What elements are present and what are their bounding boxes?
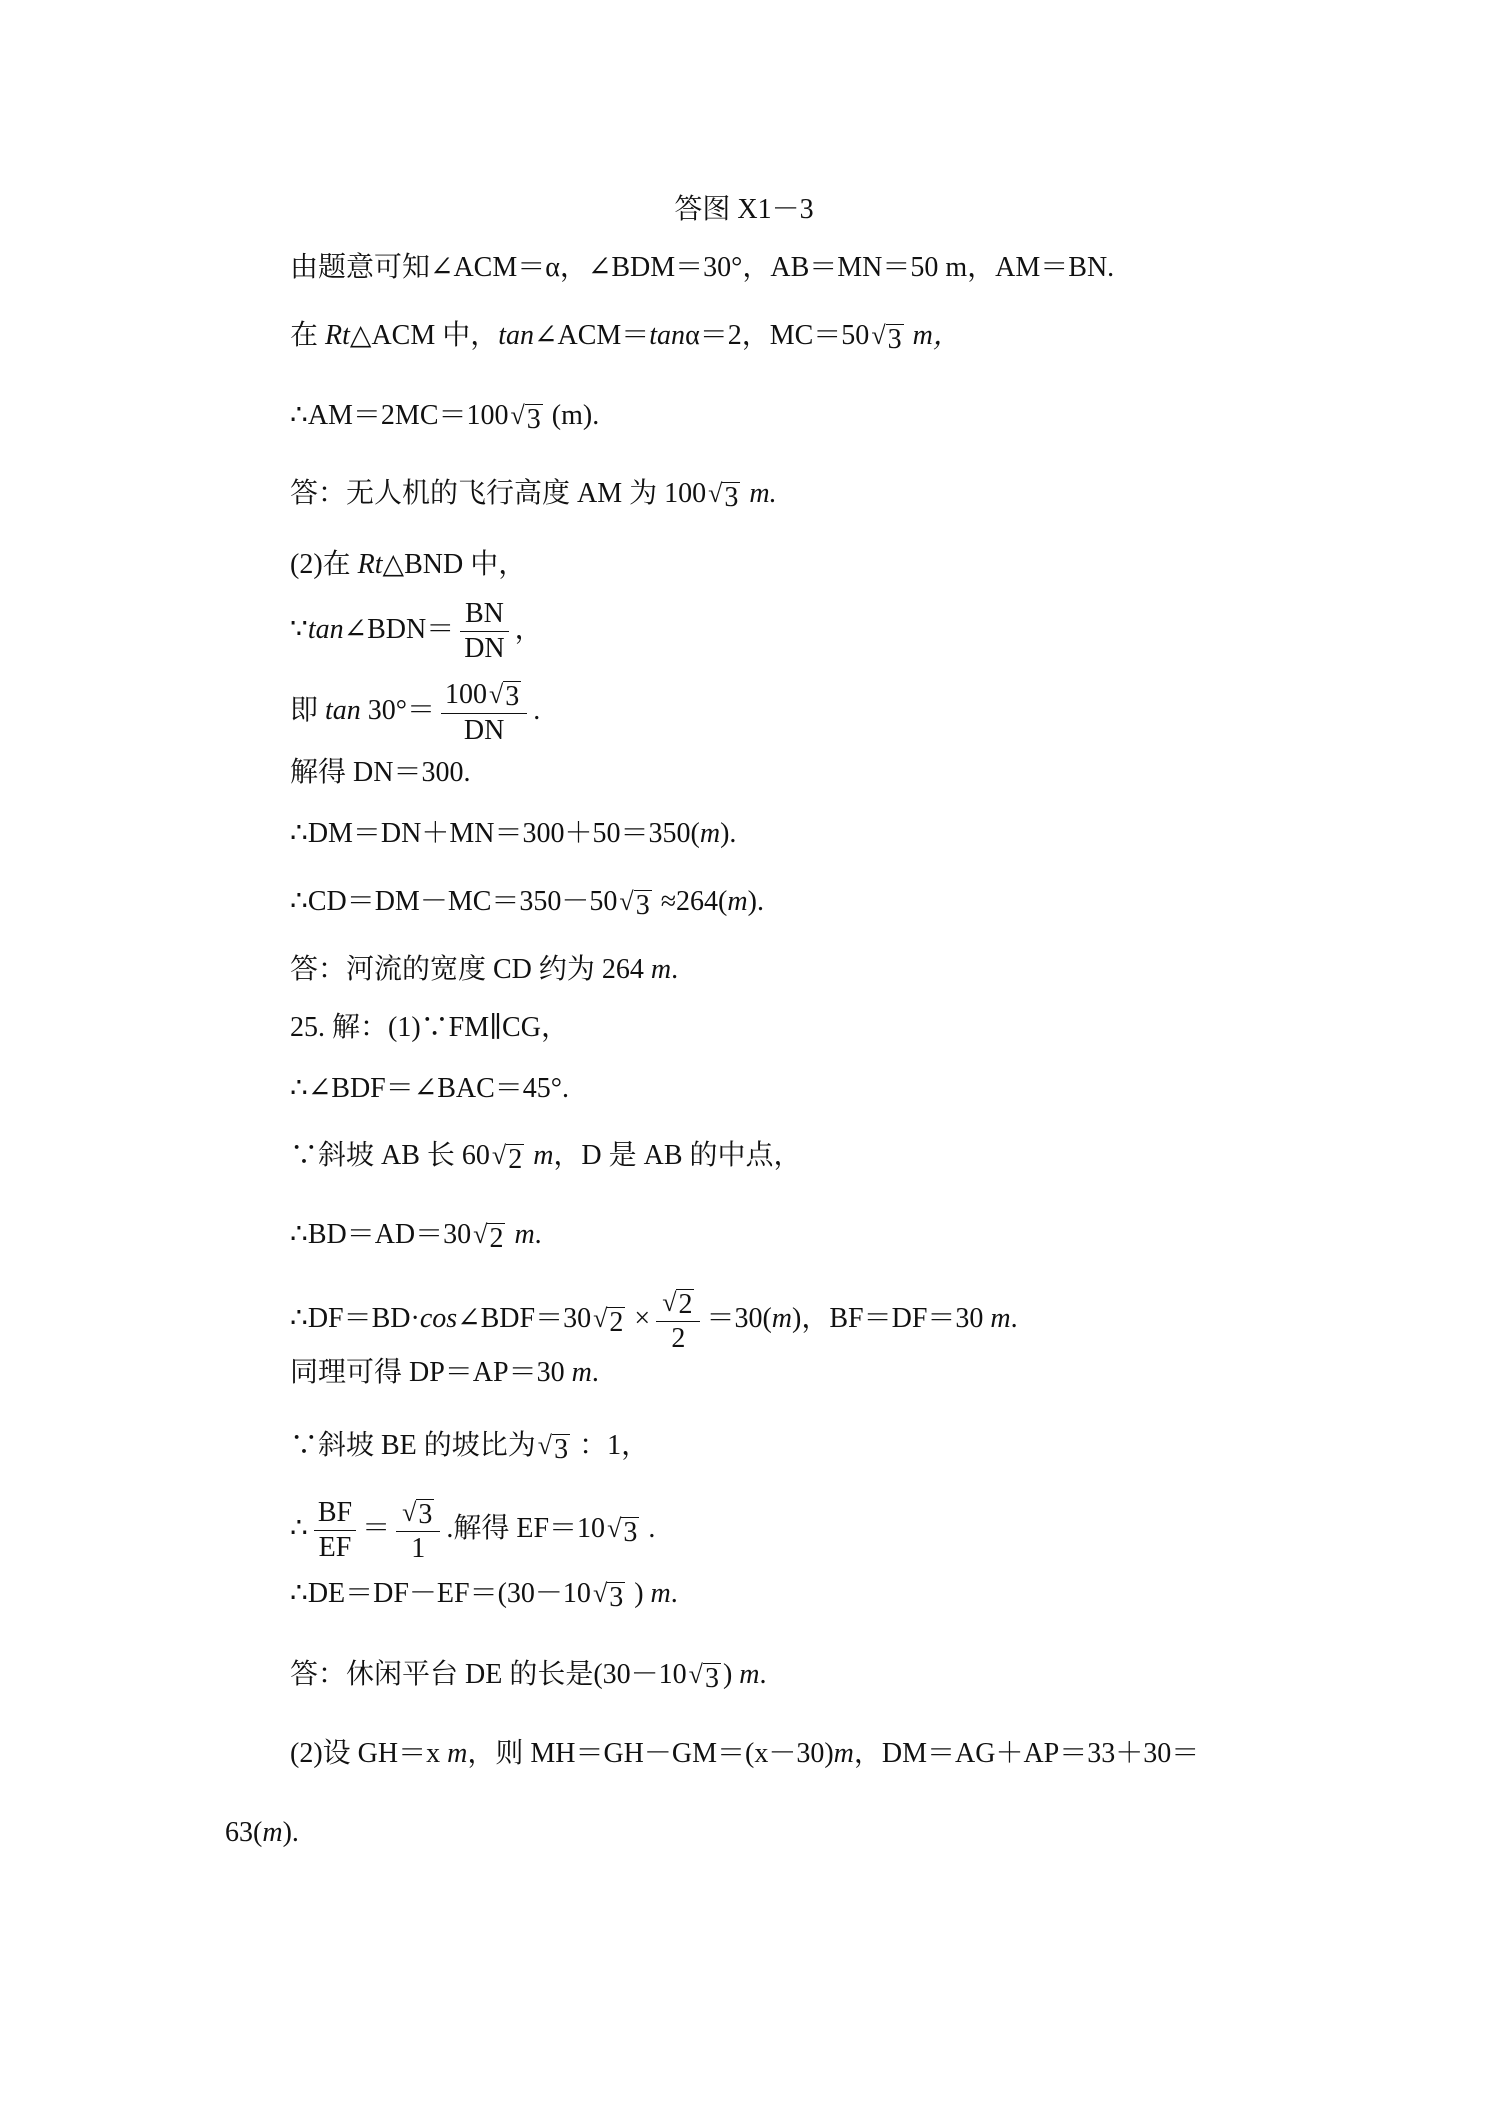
text-line: ∴ $\frac{BF}{EF}$ ＝ √ 3 1 .解得 EF＝10 √ 3 . (290, 1497, 656, 1564)
sqrt: √ 3 (489, 680, 520, 712)
text-line: 答：休闲平台 DE 的长是(30－10 √ 3 ) m. (290, 1659, 767, 1694)
text-line: ∵tan∠BDN＝ $\frac{BN}{DN}$ ， (290, 598, 543, 664)
sqrt: √ 3 (402, 1498, 433, 1530)
text-line: 同理可得 DP＝AP＝30 m. (290, 1357, 599, 1388)
text-line: ∴BD＝AD＝30 √ 2 m. (290, 1219, 542, 1254)
sqrt: √ 3 (510, 401, 541, 435)
figure-caption: 答图 X1－3 (674, 194, 814, 225)
sqrt: √ 3 (708, 479, 739, 513)
text-line: ∴∠BDF＝∠BAC＝45°. (290, 1073, 569, 1104)
text-line: ∴AM＝2MC＝100 √ 3 (m). (290, 400, 600, 435)
sqrt: √ 2 (491, 1141, 523, 1175)
sqrt: √ 3 (871, 321, 902, 355)
text-line: 答：河流的宽度 CD 约为 264 m. (290, 954, 679, 985)
sqrt: √ 2 (662, 1288, 693, 1320)
text-line: 63(m). (225, 1817, 299, 1848)
text-line: ∵斜坡 BE 的坡比为 √ 3 ：1， (290, 1430, 650, 1465)
text-line: (2)设 GH＝x m，则 MH＝GH－GM＝(x－30)m，DM＝AG＋AP＝33＋30＝ (290, 1738, 1200, 1769)
text-line: 即 tan 30°＝ 100 √ 3 DN . (290, 679, 541, 746)
sqrt: √ 3 (592, 1579, 624, 1613)
text-line: 25. 解：(1)∵FM∥CG， (290, 1012, 569, 1043)
fraction: √ 2 2 (656, 1285, 700, 1356)
text-line: 由题意可知∠ACM＝α，∠BDM＝30°，AB＝MN＝50 m，AM＝BN. (290, 252, 1115, 283)
sqrt: √ 3 (619, 887, 650, 921)
text-line: ∵斜坡 AB 长 60 √ 2 m，D 是 AB 的中点， (290, 1140, 802, 1175)
text-line: (2)在 Rt△BND 中， (290, 549, 527, 580)
sqrt: √ 2 (593, 1303, 624, 1338)
text-line: ∴CD＝DM－MC＝350－50 √ 3 ≈264(m). (290, 886, 764, 921)
text-line: ∴DM＝DN＋MN＝300＋50＝350(m). (290, 818, 737, 849)
fraction: 100 √ 3 DN (441, 677, 527, 748)
fraction: $\frac{BN}{DN}$ (460, 597, 508, 666)
sqrt: √ 3 (537, 1431, 569, 1465)
sqrt: √ 3 (688, 1660, 719, 1694)
text-line: ∴DF＝BD·cos∠BDF＝30 √ 2 × √ 2 2 ＝30(m)，BF＝DF＝30 m. (290, 1285, 1018, 1356)
sqrt: √ 2 (473, 1220, 504, 1254)
sqrt: √ 3 (607, 1513, 638, 1548)
text-line: 在 Rt△ACM 中，tan∠ACM＝tanα＝2，MC＝50 √ 3 m， (290, 320, 961, 355)
text-line: ∴DE＝DF－EF＝(30－10 √ 3 ) m. (290, 1578, 678, 1613)
text-line: 答：无人机的飞行高度 AM 为 100 √ 3 m. (290, 478, 777, 513)
fraction: $\frac{BF}{EF}$ (314, 1496, 356, 1565)
text-line: 解得 DN＝300. (290, 757, 471, 788)
fraction: √ 3 1 (396, 1495, 440, 1566)
